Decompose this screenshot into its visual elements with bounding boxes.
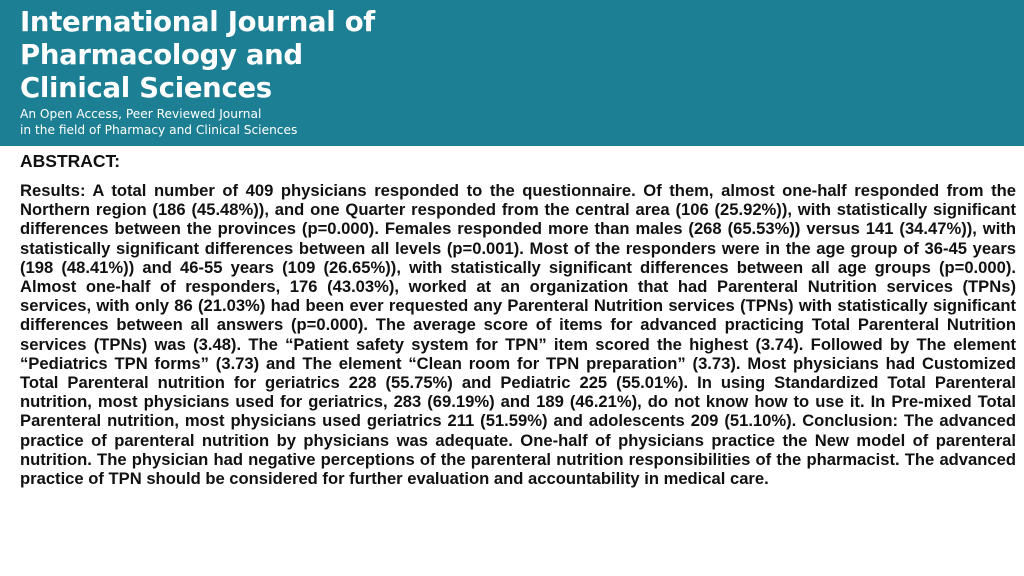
journal-title-line: Clinical Sciences [20, 72, 272, 104]
abstract-section [20, 146, 1016, 488]
conclusion-text: The advanced practice of parenteral nutrition by physicians was adequate. One-half of physicians practice the New model of parenteral nutrition. The physician had negative perceptions of the parenteral nutrition responsibilities of the pharmacist. The advanced practice of TPN should be considered for further evaluation and accountability in medical care. [20, 411, 1016, 489]
journal-banner [0, 0, 1024, 146]
journal-subtitle-line: in the field of Pharmacy and Clinical Sciences [20, 123, 298, 137]
journal-subtitle-line: An Open Access, Peer Reviewed Journal [20, 107, 262, 121]
journal-title-line: International Journal of [20, 6, 375, 38]
results-label: Results: [20, 181, 86, 200]
abstract-body [20, 181, 1016, 488]
journal-title [20, 6, 375, 105]
abstract-heading: ABSTRACT: [20, 151, 121, 171]
journal-title-line: Pharmacology and [20, 39, 303, 71]
conclusion-label: Conclusion: [802, 411, 899, 431]
journal-subtitle [20, 106, 297, 138]
results-text: A total number of 409 physicians responded to the questionnaire. Of them, almost one-half responded from the Northern region (186 (45.48%)), and one Quarter responded from the central area (106 (25.92%)), with statistically significant differences between the provinces (p=0.000). Females responded more than males (268 (65.53%)) versus 141 (34.47%)), with statistically significant differences between all levels (p=0.001). Most of the responders were in the age group of 36-45 years (198 (48.41%)) and 46-55 years (109 (26.65%)), with statistically significant differences between all age groups (p=0.000). Almost one-half of responders, 176 (43.03%), worked at an organization that had Parenteral Nutrition services (TPNs) services, with only 86 (21.03%) had been ever requested any Parenteral Nutrition services (TPNs) with statistically significant differences between all answers (p=0.000). The average score of items for advanced practicing Total Parenteral Nutrition services (TPNs) was (3.48). The “Patient safety system for TPN” item scored the highest (3.74). Followed by The element “Pediatrics TPN forms” (3.73) and The element “Clean room for TPN preparation” (3.73). Most physicians had Customized Total Parenteral nutrition for geriatrics 228 (55.75%) and Pediatric 225 (55.01%). In using Standardized Total Parenteral nutrition, most physicians used for geriatrics, 283 (69.19%) and 189 (46.21%), do not know how to use it. In Pre-mixed Total Parenteral nutrition, most physicians used geriatrics 211 (51.59%) and adolescents 209 (51.10%). [20, 181, 1016, 431]
